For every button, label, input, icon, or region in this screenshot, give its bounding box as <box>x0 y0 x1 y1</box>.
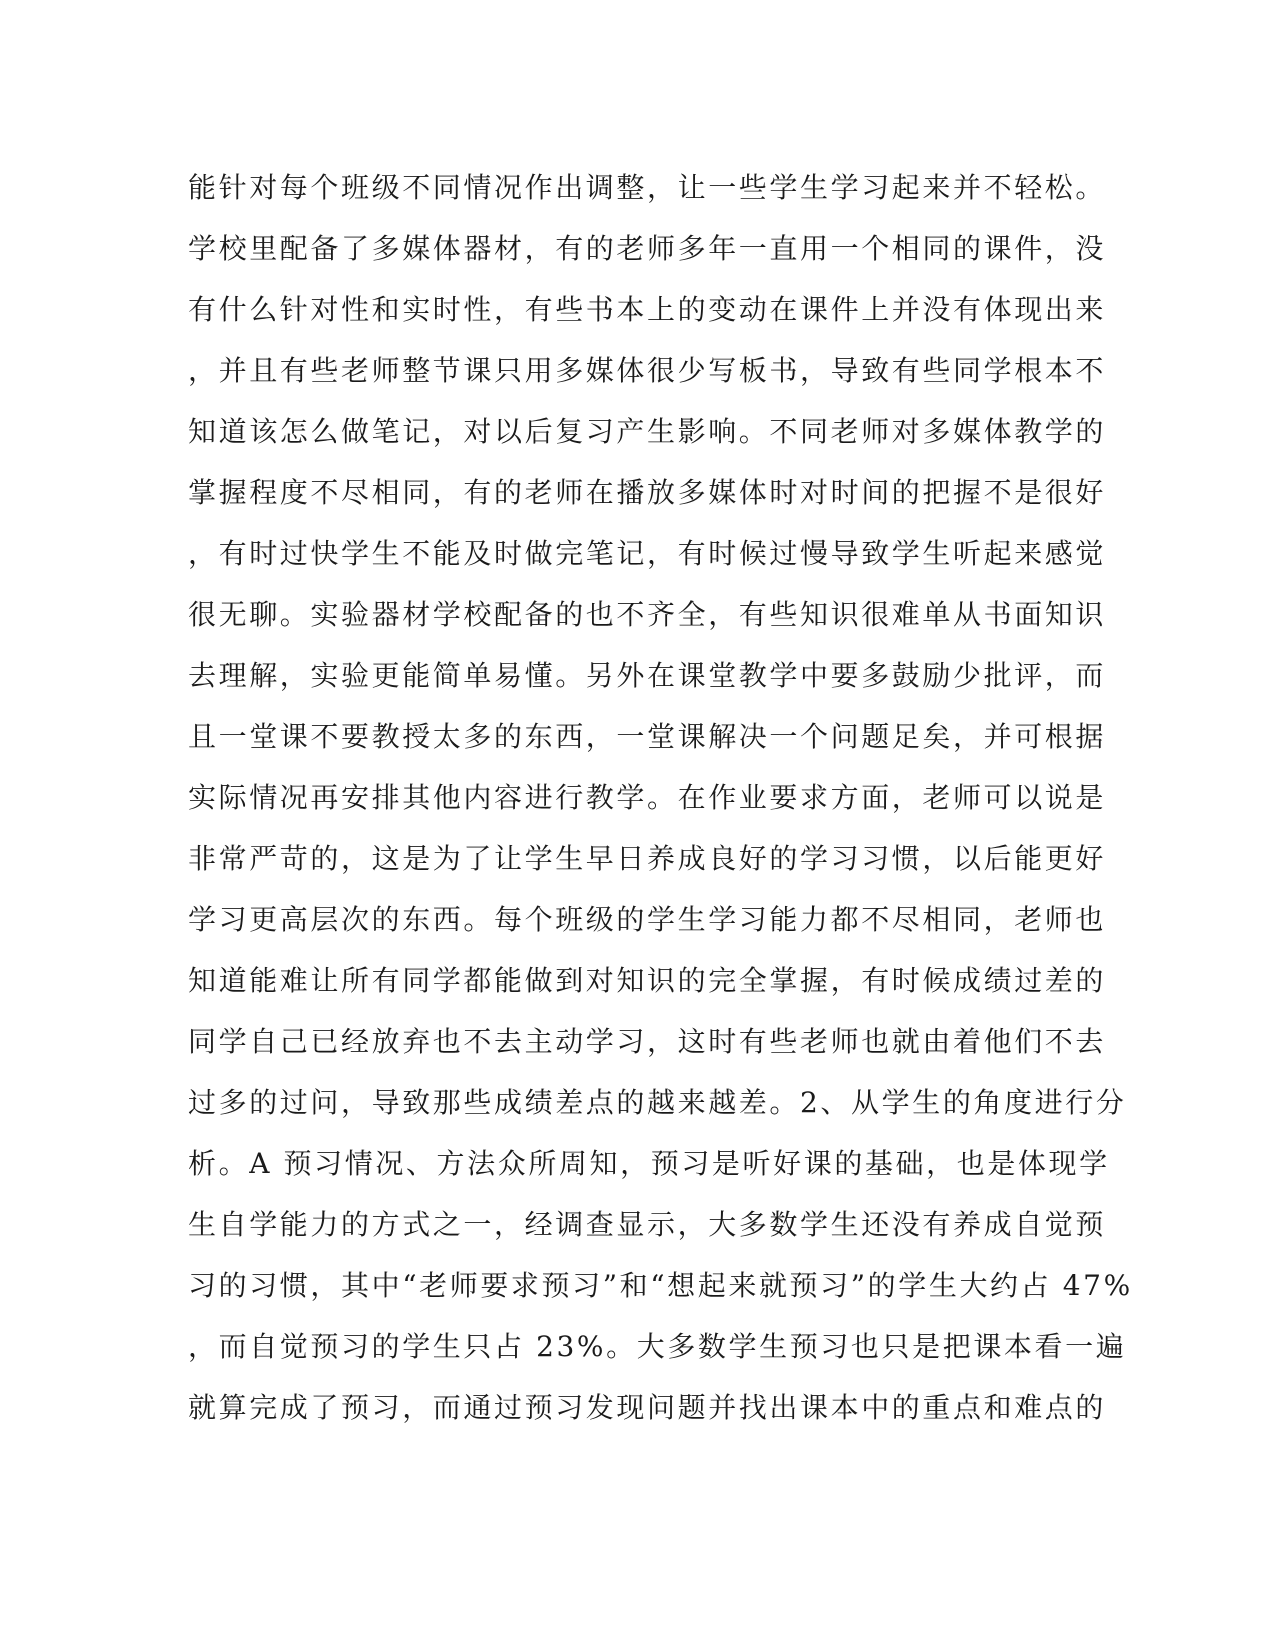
text-line: ，并且有些老师整节课只用多媒体很少写板书，导致有些同学根本不 <box>188 354 1107 387</box>
text-line: 学校里配备了多媒体器材，有的老师多年一直用一个相同的课件，没 <box>188 232 1107 265</box>
text-line: 实际情况再安排其他内容进行教学。在作业要求方面，老师可以说是 <box>188 781 1107 814</box>
text-line: 且一堂课不要教授太多的东西，一堂课解决一个问题足矣，并可根据 <box>188 720 1107 753</box>
text-line: 知道能难让所有同学都能做到对知识的完全掌握，有时候成绩过差的 <box>188 964 1107 997</box>
text-line: 同学自己已经放弃也不去主动学习，这时有些老师也就由着他们不去 <box>188 1025 1107 1058</box>
text-line: 很无聊。实验器材学校配备的也不齐全，有些知识很难单从书面知识 <box>188 598 1107 631</box>
text-line: 能针对每个班级不同情况作出调整，让一些学生学习起来并不轻松。 <box>188 171 1107 204</box>
text-line: 生自学能力的方式之一，经调查显示，大多数学生还没有养成自觉预 <box>188 1208 1107 1241</box>
text-line: ，而自觉预习的学生只占 23%。大多数学生预习也只是把课本看一遍 <box>188 1330 1127 1363</box>
body-text <box>188 157 1133 1438</box>
text-line: 知道该怎么做笔记，对以后复习产生影响。不同老师对多媒体教学的 <box>188 415 1107 448</box>
text-line: 学习更高层次的东西。每个班级的学生学习能力都不尽相同，老师也 <box>188 903 1107 936</box>
text-line: 非常严苛的，这是为了让学生早日养成良好的学习习惯，以后能更好 <box>188 842 1107 875</box>
text-line: 过多的过问，导致那些成绩差点的越来越差。2、从学生的角度进行分 <box>188 1086 1127 1119</box>
text-line: 去理解，实验更能简单易懂。另外在课堂教学中要多鼓励少批评，而 <box>188 659 1107 692</box>
text-line: 习的习惯，其中“老师要求预习”和“想起来就预习”的学生大约占 47% <box>188 1269 1133 1302</box>
text-line: ，有时过快学生不能及时做完笔记，有时候过慢导致学生听起来感觉 <box>188 537 1107 570</box>
text-line: 有什么针对性和实时性，有些书本上的变动在课件上并没有体现出来 <box>188 293 1107 326</box>
text-line: 掌握程度不尽相同，有的老师在播放多媒体时对时间的把握不是很好 <box>188 476 1107 509</box>
text-line: 就算完成了预习，而通过预习发现问题并找出课本中的重点和难点的 <box>188 1391 1107 1424</box>
text-line: 析。A 预习情况、方法众所周知，预习是听好课的基础，也是体现学 <box>188 1147 1110 1180</box>
